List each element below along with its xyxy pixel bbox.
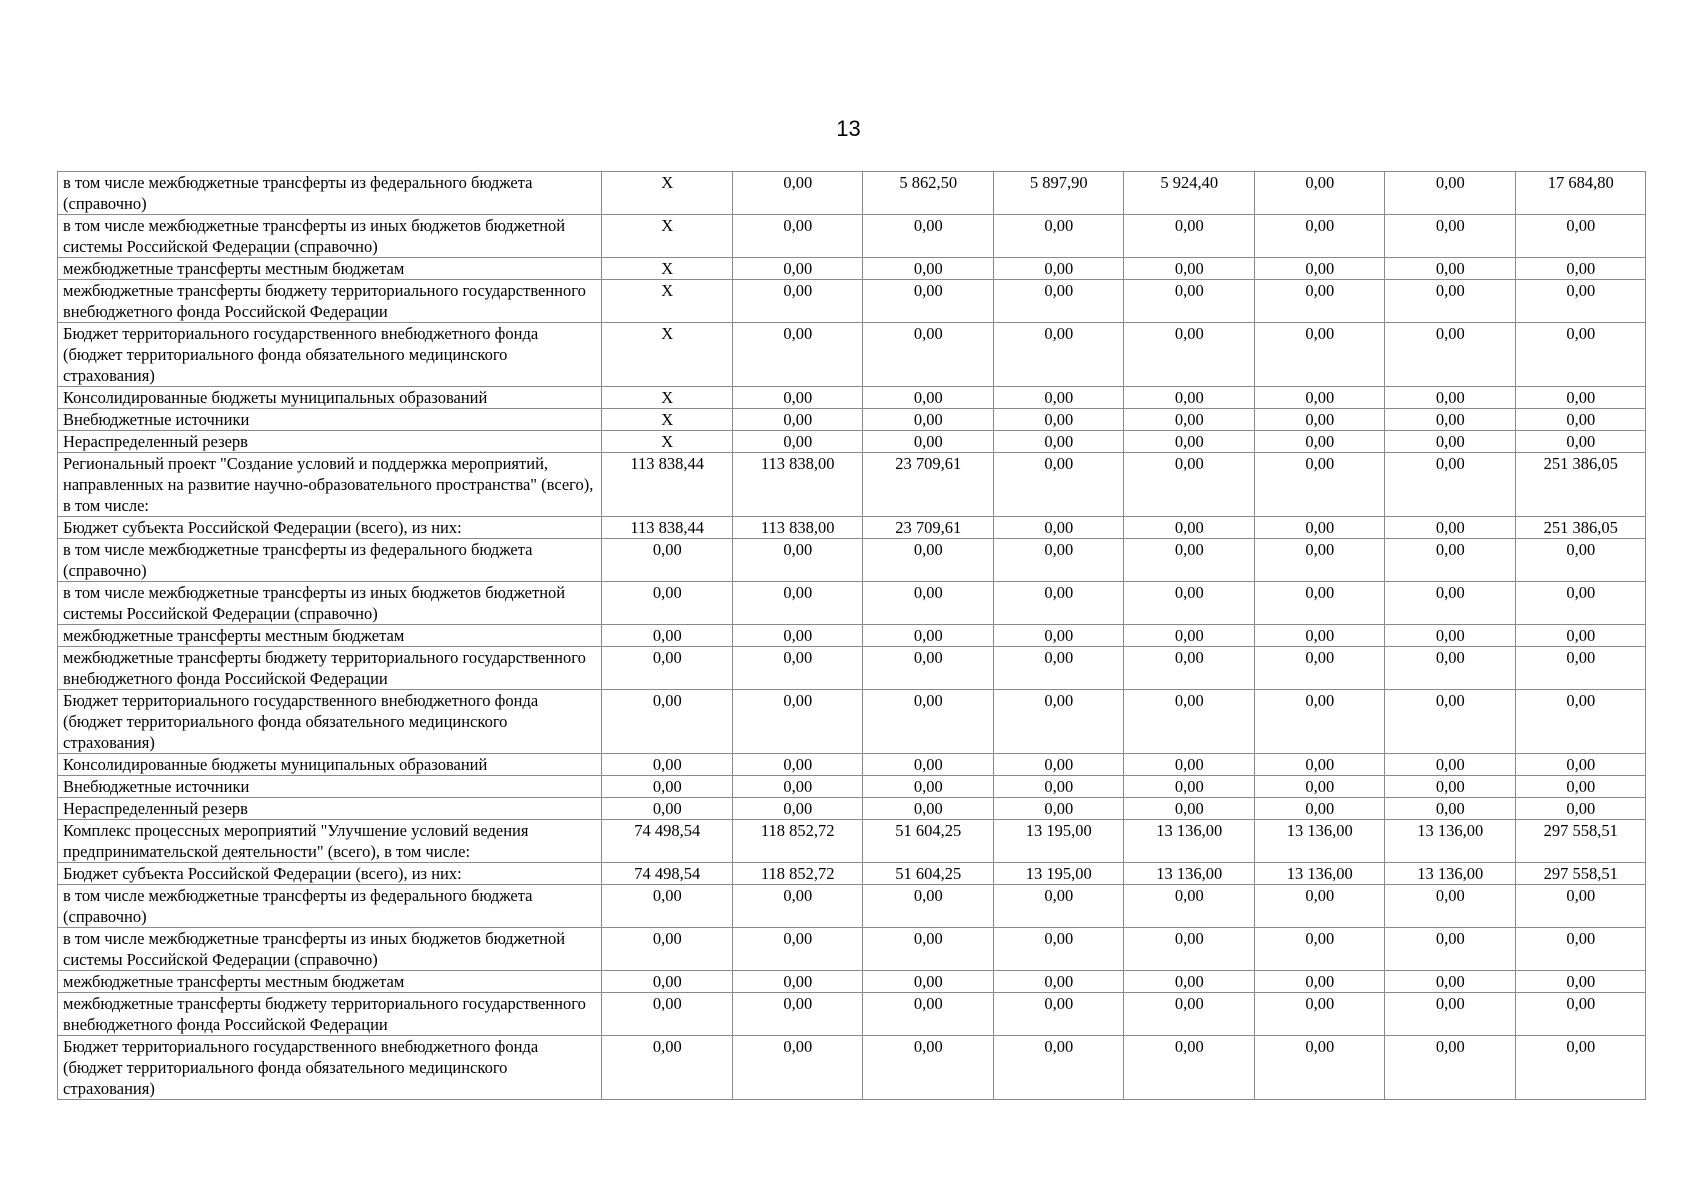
value-cell: 0,00 bbox=[1124, 754, 1255, 776]
value-cell: 0,00 bbox=[993, 517, 1124, 539]
value-cell: 0,00 bbox=[1124, 387, 1255, 409]
table-row bbox=[58, 431, 1646, 453]
value-cell: 0,00 bbox=[993, 1036, 1124, 1100]
table-row bbox=[58, 582, 1646, 625]
row-label: Комплекс процессных мероприятий "Улучшение условий ведения предпринимательской деятельности" (всего), в том числе: bbox=[58, 820, 602, 863]
value-cell: 0,00 bbox=[1385, 431, 1516, 453]
value-cell: 0,00 bbox=[1515, 647, 1646, 690]
value-cell: 0,00 bbox=[602, 690, 733, 754]
value-cell: 0,00 bbox=[1124, 993, 1255, 1036]
row-label: в том числе межбюджетные трансферты из федерального бюджета (справочно) bbox=[58, 172, 602, 215]
row-label: в том числе межбюджетные трансферты из иных бюджетов бюджетной системы Российской Федерации (справочно) bbox=[58, 215, 602, 258]
value-cell: 74 498,54 bbox=[602, 820, 733, 863]
value-cell: 0,00 bbox=[602, 776, 733, 798]
value-cell: 0,00 bbox=[1254, 776, 1385, 798]
value-cell: 0,00 bbox=[1124, 690, 1255, 754]
table-row bbox=[58, 409, 1646, 431]
table-row bbox=[58, 172, 1646, 215]
value-cell: 0,00 bbox=[732, 582, 863, 625]
value-cell: 0,00 bbox=[993, 690, 1124, 754]
value-cell: 0,00 bbox=[1254, 258, 1385, 280]
row-label: Бюджет субъекта Российской Федерации (всего), из них: bbox=[58, 517, 602, 539]
table-row bbox=[58, 863, 1646, 885]
value-cell: 0,00 bbox=[1254, 431, 1385, 453]
value-cell: 0,00 bbox=[1385, 453, 1516, 517]
row-label: Консолидированные бюджеты муниципальных образований bbox=[58, 387, 602, 409]
value-cell: 5 862,50 bbox=[863, 172, 994, 215]
value-cell: 0,00 bbox=[1385, 885, 1516, 928]
value-cell: 0,00 bbox=[732, 1036, 863, 1100]
value-cell: 0,00 bbox=[863, 1036, 994, 1100]
value-cell: 74 498,54 bbox=[602, 863, 733, 885]
table-row bbox=[58, 258, 1646, 280]
row-label: Нераспределенный резерв bbox=[58, 798, 602, 820]
value-cell: 0,00 bbox=[1515, 776, 1646, 798]
value-cell: 0,00 bbox=[1515, 387, 1646, 409]
value-cell: 0,00 bbox=[863, 798, 994, 820]
value-cell: 0,00 bbox=[1385, 971, 1516, 993]
value-cell: 0,00 bbox=[732, 885, 863, 928]
value-cell: 0,00 bbox=[1124, 539, 1255, 582]
value-cell: 113 838,44 bbox=[602, 517, 733, 539]
value-cell: 113 838,00 bbox=[732, 517, 863, 539]
value-cell: X bbox=[602, 215, 733, 258]
row-label: Внебюджетные источники bbox=[58, 776, 602, 798]
value-cell: 0,00 bbox=[1515, 323, 1646, 387]
value-cell: 0,00 bbox=[602, 971, 733, 993]
value-cell: 0,00 bbox=[732, 690, 863, 754]
value-cell: 0,00 bbox=[1385, 172, 1516, 215]
value-cell: 0,00 bbox=[732, 431, 863, 453]
value-cell: 0,00 bbox=[993, 754, 1124, 776]
table-row bbox=[58, 280, 1646, 323]
value-cell: 0,00 bbox=[1254, 172, 1385, 215]
value-cell: 0,00 bbox=[602, 1036, 733, 1100]
value-cell: 0,00 bbox=[1515, 280, 1646, 323]
value-cell: 0,00 bbox=[1515, 215, 1646, 258]
value-cell: 0,00 bbox=[993, 280, 1124, 323]
row-label: межбюджетные трансферты бюджету территориального государственного внебюджетного фонда Российской Федерации bbox=[58, 647, 602, 690]
value-cell: 0,00 bbox=[1385, 539, 1516, 582]
value-cell: 13 136,00 bbox=[1254, 863, 1385, 885]
value-cell: 0,00 bbox=[863, 776, 994, 798]
row-label: межбюджетные трансферты местным бюджетам bbox=[58, 971, 602, 993]
value-cell: 0,00 bbox=[732, 754, 863, 776]
value-cell: 0,00 bbox=[1254, 647, 1385, 690]
value-cell: 0,00 bbox=[993, 993, 1124, 1036]
value-cell: 5 897,90 bbox=[993, 172, 1124, 215]
value-cell: 0,00 bbox=[993, 625, 1124, 647]
value-cell: X bbox=[602, 431, 733, 453]
table-row bbox=[58, 798, 1646, 820]
value-cell: 0,00 bbox=[732, 539, 863, 582]
value-cell: 0,00 bbox=[1385, 798, 1516, 820]
value-cell: 0,00 bbox=[1254, 798, 1385, 820]
value-cell: 13 136,00 bbox=[1124, 863, 1255, 885]
value-cell: 0,00 bbox=[863, 885, 994, 928]
value-cell: 0,00 bbox=[1254, 928, 1385, 971]
value-cell: 0,00 bbox=[993, 776, 1124, 798]
value-cell: 0,00 bbox=[1385, 1036, 1516, 1100]
value-cell: 0,00 bbox=[732, 258, 863, 280]
value-cell: 0,00 bbox=[1254, 754, 1385, 776]
row-label: межбюджетные трансферты местным бюджетам bbox=[58, 258, 602, 280]
value-cell: 0,00 bbox=[1385, 215, 1516, 258]
table-row bbox=[58, 387, 1646, 409]
value-cell: 0,00 bbox=[993, 971, 1124, 993]
value-cell: 0,00 bbox=[1385, 928, 1516, 971]
value-cell: 13 136,00 bbox=[1124, 820, 1255, 863]
value-cell: 0,00 bbox=[1515, 885, 1646, 928]
value-cell: 0,00 bbox=[1124, 928, 1255, 971]
row-label: в том числе межбюджетные трансферты из иных бюджетов бюджетной системы Российской Федерации (справочно) bbox=[58, 928, 602, 971]
value-cell: 0,00 bbox=[993, 885, 1124, 928]
value-cell: 0,00 bbox=[993, 539, 1124, 582]
table-row bbox=[58, 625, 1646, 647]
value-cell: 17 684,80 bbox=[1515, 172, 1646, 215]
value-cell: 0,00 bbox=[1254, 280, 1385, 323]
value-cell: 0,00 bbox=[732, 625, 863, 647]
value-cell: 51 604,25 bbox=[863, 863, 994, 885]
value-cell: 0,00 bbox=[1515, 539, 1646, 582]
value-cell: 0,00 bbox=[993, 258, 1124, 280]
value-cell: 0,00 bbox=[602, 993, 733, 1036]
value-cell: 51 604,25 bbox=[863, 820, 994, 863]
value-cell: 0,00 bbox=[732, 647, 863, 690]
value-cell: 0,00 bbox=[732, 172, 863, 215]
value-cell: 0,00 bbox=[1515, 690, 1646, 754]
value-cell: 0,00 bbox=[993, 582, 1124, 625]
value-cell: 0,00 bbox=[1385, 993, 1516, 1036]
value-cell: 0,00 bbox=[1385, 625, 1516, 647]
value-cell: 0,00 bbox=[1254, 971, 1385, 993]
table-row bbox=[58, 690, 1646, 754]
value-cell: 0,00 bbox=[993, 323, 1124, 387]
value-cell: 0,00 bbox=[863, 928, 994, 971]
value-cell: 0,00 bbox=[1515, 928, 1646, 971]
value-cell: 0,00 bbox=[602, 928, 733, 971]
table-row bbox=[58, 928, 1646, 971]
value-cell: 0,00 bbox=[863, 258, 994, 280]
page-number: 13 bbox=[836, 116, 861, 141]
row-label: Бюджет территориального государственного внебюджетного фонда (бюджет территориального фонда обязательного медицинского страхования) bbox=[58, 323, 602, 387]
value-cell: 0,00 bbox=[1385, 690, 1516, 754]
value-cell: 0,00 bbox=[1385, 387, 1516, 409]
value-cell: 0,00 bbox=[732, 280, 863, 323]
value-cell: 23 709,61 bbox=[863, 517, 994, 539]
value-cell: 0,00 bbox=[602, 754, 733, 776]
row-label: в том числе межбюджетные трансферты из федерального бюджета (справочно) bbox=[58, 539, 602, 582]
value-cell: X bbox=[602, 258, 733, 280]
value-cell: 297 558,51 bbox=[1515, 820, 1646, 863]
table-row bbox=[58, 539, 1646, 582]
value-cell: 0,00 bbox=[863, 387, 994, 409]
value-cell: 0,00 bbox=[1254, 582, 1385, 625]
value-cell: 0,00 bbox=[1124, 323, 1255, 387]
value-cell: 13 136,00 bbox=[1385, 863, 1516, 885]
value-cell: 0,00 bbox=[863, 647, 994, 690]
table-row bbox=[58, 1036, 1646, 1100]
table-row bbox=[58, 517, 1646, 539]
value-cell: 0,00 bbox=[1515, 431, 1646, 453]
row-label: межбюджетные трансферты бюджету территориального государственного внебюджетного фонда Российской Федерации bbox=[58, 993, 602, 1036]
value-cell: 0,00 bbox=[732, 798, 863, 820]
value-cell: 0,00 bbox=[1254, 453, 1385, 517]
row-label: Бюджет территориального государственного внебюджетного фонда (бюджет территориального фонда обязательного медицинского страхования) bbox=[58, 690, 602, 754]
value-cell: 0,00 bbox=[993, 798, 1124, 820]
value-cell: 0,00 bbox=[993, 215, 1124, 258]
row-label: в том числе межбюджетные трансферты из иных бюджетов бюджетной системы Российской Федерации (справочно) bbox=[58, 582, 602, 625]
value-cell: 0,00 bbox=[602, 798, 733, 820]
value-cell: 0,00 bbox=[1124, 431, 1255, 453]
value-cell: 0,00 bbox=[863, 993, 994, 1036]
value-cell: 0,00 bbox=[1124, 1036, 1255, 1100]
value-cell: X bbox=[602, 323, 733, 387]
row-label: Бюджет территориального государственного внебюджетного фонда (бюджет территориального фонда обязательного медицинского страхования) bbox=[58, 1036, 602, 1100]
value-cell: 0,00 bbox=[863, 409, 994, 431]
value-cell: 0,00 bbox=[863, 971, 994, 993]
value-cell: 13 195,00 bbox=[993, 820, 1124, 863]
value-cell: 0,00 bbox=[1254, 409, 1385, 431]
value-cell: 0,00 bbox=[1124, 647, 1255, 690]
value-cell: 0,00 bbox=[863, 690, 994, 754]
value-cell: 0,00 bbox=[863, 323, 994, 387]
value-cell: 0,00 bbox=[602, 885, 733, 928]
value-cell: 13 136,00 bbox=[1254, 820, 1385, 863]
value-cell: 0,00 bbox=[1254, 885, 1385, 928]
value-cell: 0,00 bbox=[1515, 971, 1646, 993]
value-cell: 0,00 bbox=[732, 323, 863, 387]
value-cell: 118 852,72 bbox=[732, 863, 863, 885]
value-cell: 0,00 bbox=[1254, 387, 1385, 409]
table-row bbox=[58, 820, 1646, 863]
value-cell: 0,00 bbox=[732, 971, 863, 993]
value-cell: 0,00 bbox=[1385, 582, 1516, 625]
value-cell: 0,00 bbox=[1515, 798, 1646, 820]
value-cell: 13 195,00 bbox=[993, 863, 1124, 885]
value-cell: 118 852,72 bbox=[732, 820, 863, 863]
value-cell: X bbox=[602, 280, 733, 323]
value-cell: 0,00 bbox=[1124, 409, 1255, 431]
row-label: в том числе межбюджетные трансферты из федерального бюджета (справочно) bbox=[58, 885, 602, 928]
value-cell: 0,00 bbox=[993, 453, 1124, 517]
value-cell: 251 386,05 bbox=[1515, 453, 1646, 517]
value-cell: 0,00 bbox=[1124, 971, 1255, 993]
value-cell: 0,00 bbox=[1124, 517, 1255, 539]
table-row bbox=[58, 776, 1646, 798]
value-cell: 0,00 bbox=[732, 993, 863, 1036]
value-cell: 0,00 bbox=[1124, 215, 1255, 258]
value-cell: 13 136,00 bbox=[1385, 820, 1516, 863]
value-cell: 0,00 bbox=[993, 431, 1124, 453]
value-cell: 0,00 bbox=[863, 582, 994, 625]
value-cell: 0,00 bbox=[1124, 280, 1255, 323]
value-cell: 0,00 bbox=[1515, 582, 1646, 625]
value-cell: 0,00 bbox=[1124, 625, 1255, 647]
value-cell: X bbox=[602, 387, 733, 409]
value-cell: 0,00 bbox=[1385, 280, 1516, 323]
value-cell: 0,00 bbox=[602, 625, 733, 647]
table-row bbox=[58, 971, 1646, 993]
value-cell: 0,00 bbox=[732, 387, 863, 409]
value-cell: 0,00 bbox=[1124, 582, 1255, 625]
row-label: межбюджетные трансферты местным бюджетам bbox=[58, 625, 602, 647]
budget-table bbox=[57, 171, 1646, 1100]
value-cell: 0,00 bbox=[1515, 258, 1646, 280]
value-cell: X bbox=[602, 172, 733, 215]
table-row bbox=[58, 215, 1646, 258]
value-cell: 0,00 bbox=[863, 280, 994, 323]
value-cell: 0,00 bbox=[1385, 517, 1516, 539]
value-cell: 0,00 bbox=[1254, 993, 1385, 1036]
row-label: Бюджет субъекта Российской Федерации (всего), из них: bbox=[58, 863, 602, 885]
table-row bbox=[58, 647, 1646, 690]
value-cell: 0,00 bbox=[993, 387, 1124, 409]
value-cell: 0,00 bbox=[993, 928, 1124, 971]
value-cell: 0,00 bbox=[732, 776, 863, 798]
value-cell: 0,00 bbox=[1254, 517, 1385, 539]
table-row bbox=[58, 453, 1646, 517]
table-row bbox=[58, 754, 1646, 776]
value-cell: 113 838,44 bbox=[602, 453, 733, 517]
table-row bbox=[58, 323, 1646, 387]
value-cell: 0,00 bbox=[1385, 776, 1516, 798]
value-cell: 251 386,05 bbox=[1515, 517, 1646, 539]
value-cell: 0,00 bbox=[732, 928, 863, 971]
value-cell: 0,00 bbox=[732, 215, 863, 258]
value-cell: 0,00 bbox=[1515, 754, 1646, 776]
row-label: межбюджетные трансферты бюджету территориального государственного внебюджетного фонда Российской Федерации bbox=[58, 280, 602, 323]
value-cell: 0,00 bbox=[863, 215, 994, 258]
value-cell: 0,00 bbox=[993, 647, 1124, 690]
value-cell: 0,00 bbox=[1124, 258, 1255, 280]
value-cell: 113 838,00 bbox=[732, 453, 863, 517]
row-label: Внебюджетные источники bbox=[58, 409, 602, 431]
value-cell: 0,00 bbox=[863, 625, 994, 647]
value-cell: 23 709,61 bbox=[863, 453, 994, 517]
row-label: Консолидированные бюджеты муниципальных образований bbox=[58, 754, 602, 776]
value-cell: 0,00 bbox=[1124, 885, 1255, 928]
value-cell: 0,00 bbox=[732, 409, 863, 431]
value-cell: 0,00 bbox=[1515, 993, 1646, 1036]
value-cell: 0,00 bbox=[1254, 690, 1385, 754]
value-cell: 0,00 bbox=[1385, 647, 1516, 690]
value-cell: 0,00 bbox=[1254, 1036, 1385, 1100]
value-cell: 0,00 bbox=[1515, 625, 1646, 647]
value-cell: 0,00 bbox=[1385, 754, 1516, 776]
value-cell: 0,00 bbox=[602, 647, 733, 690]
budget-table-body bbox=[58, 172, 1646, 1100]
row-label: Региональный проект "Создание условий и поддержка мероприятий, направленных на развитие научно-образовательного пространства" (всего), в том числе: bbox=[58, 453, 602, 517]
value-cell: 0,00 bbox=[1515, 409, 1646, 431]
value-cell: 0,00 bbox=[1515, 1036, 1646, 1100]
value-cell: 0,00 bbox=[863, 539, 994, 582]
value-cell: 0,00 bbox=[1254, 625, 1385, 647]
value-cell: 0,00 bbox=[863, 754, 994, 776]
value-cell: 0,00 bbox=[602, 539, 733, 582]
value-cell: X bbox=[602, 409, 733, 431]
value-cell: 0,00 bbox=[1124, 798, 1255, 820]
value-cell: 0,00 bbox=[993, 409, 1124, 431]
value-cell: 0,00 bbox=[1254, 539, 1385, 582]
row-label: Нераспределенный резерв bbox=[58, 431, 602, 453]
value-cell: 0,00 bbox=[863, 431, 994, 453]
value-cell: 5 924,40 bbox=[1124, 172, 1255, 215]
value-cell: 0,00 bbox=[1254, 323, 1385, 387]
value-cell: 0,00 bbox=[1124, 453, 1255, 517]
value-cell: 0,00 bbox=[1385, 258, 1516, 280]
value-cell: 0,00 bbox=[1385, 409, 1516, 431]
table-row bbox=[58, 993, 1646, 1036]
value-cell: 0,00 bbox=[602, 582, 733, 625]
value-cell: 0,00 bbox=[1124, 776, 1255, 798]
value-cell: 0,00 bbox=[1254, 215, 1385, 258]
value-cell: 0,00 bbox=[1385, 323, 1516, 387]
table-row bbox=[58, 885, 1646, 928]
value-cell: 297 558,51 bbox=[1515, 863, 1646, 885]
